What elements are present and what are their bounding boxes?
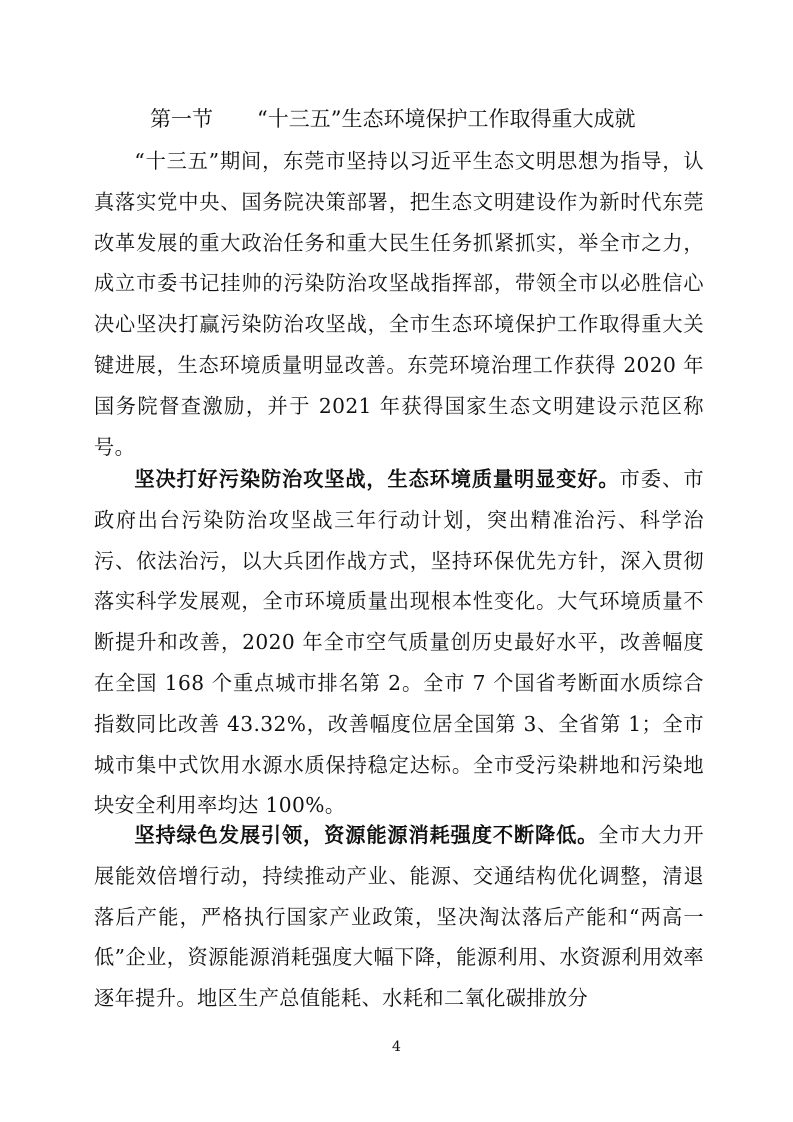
- paragraph-pollution-control: [94, 459, 704, 826]
- paragraph-text: 市委、市政府出台污染防治攻坚战三年行动计划，突出精准治污、科学治污、依法治污，以大兵团作战方式，坚持环保优先方针，深入贯彻落实科学发展观，全市环境质量出现根本性变化。大气环境质量不断提升和改善，2020 年全市空气质量创历史最好水平，改善幅度在全国 168 个重点城市排名第 2。全市 7 个国省考断面水质综合指数同比改善 43.32%，改善幅度位居全国第 3、全省第 1；全市城市集中式饮用水源水质保持稳定达标。全市受污染耕地和污染地块安全利用率均达 100%。: [94, 467, 704, 818]
- section-number: 第一节: [150, 107, 213, 131]
- page-number: 4: [392, 1039, 401, 1055]
- paragraph-lead: 坚决打好污染防治攻坚战，生态环境质量明显变好。: [134, 467, 620, 491]
- section-heading: [150, 103, 635, 135]
- section-title-text: “十三五”生态环境保护工作取得重大成就: [257, 107, 636, 131]
- paragraph-green-development: [94, 815, 704, 1019]
- paragraph-overview: [94, 141, 704, 467]
- paragraph-text: 全市大力开展能效倍增行动，持续推动产业、能源、交通结构优化调整，清退落后产能，严格执行国家产业政策，坚决淘汰落后产能和“两高一低”企业，资源能源消耗强度大幅下降，能源利用、水资源利用效率逐年提升。地区生产总值能耗、水耗和二氧化碳排放分: [94, 823, 704, 1011]
- paragraph-text: “十三五”期间，东莞市坚持以习近平生态文明思想为指导，认真落实党中央、国务院决策部署，把生态文明建设作为新时代东莞改革发展的重大政治任务和重大民生任务抓紧抓实，举全市之力，成立市委书记挂帅的污染防治攻坚战指挥部，带领全市以必胜信心决心坚决打赢污染防治攻坚战，全市生态环境保护工作取得重大关键进展，生态环境质量明显改善。东莞环境治理工作获得 2020 年国务院督查激励，并于 2021 年获得国家生态文明建设示范区称号。: [94, 149, 704, 459]
- paragraph-lead: 坚持绿色发展引领，资源能源消耗强度不断降低。: [134, 823, 599, 847]
